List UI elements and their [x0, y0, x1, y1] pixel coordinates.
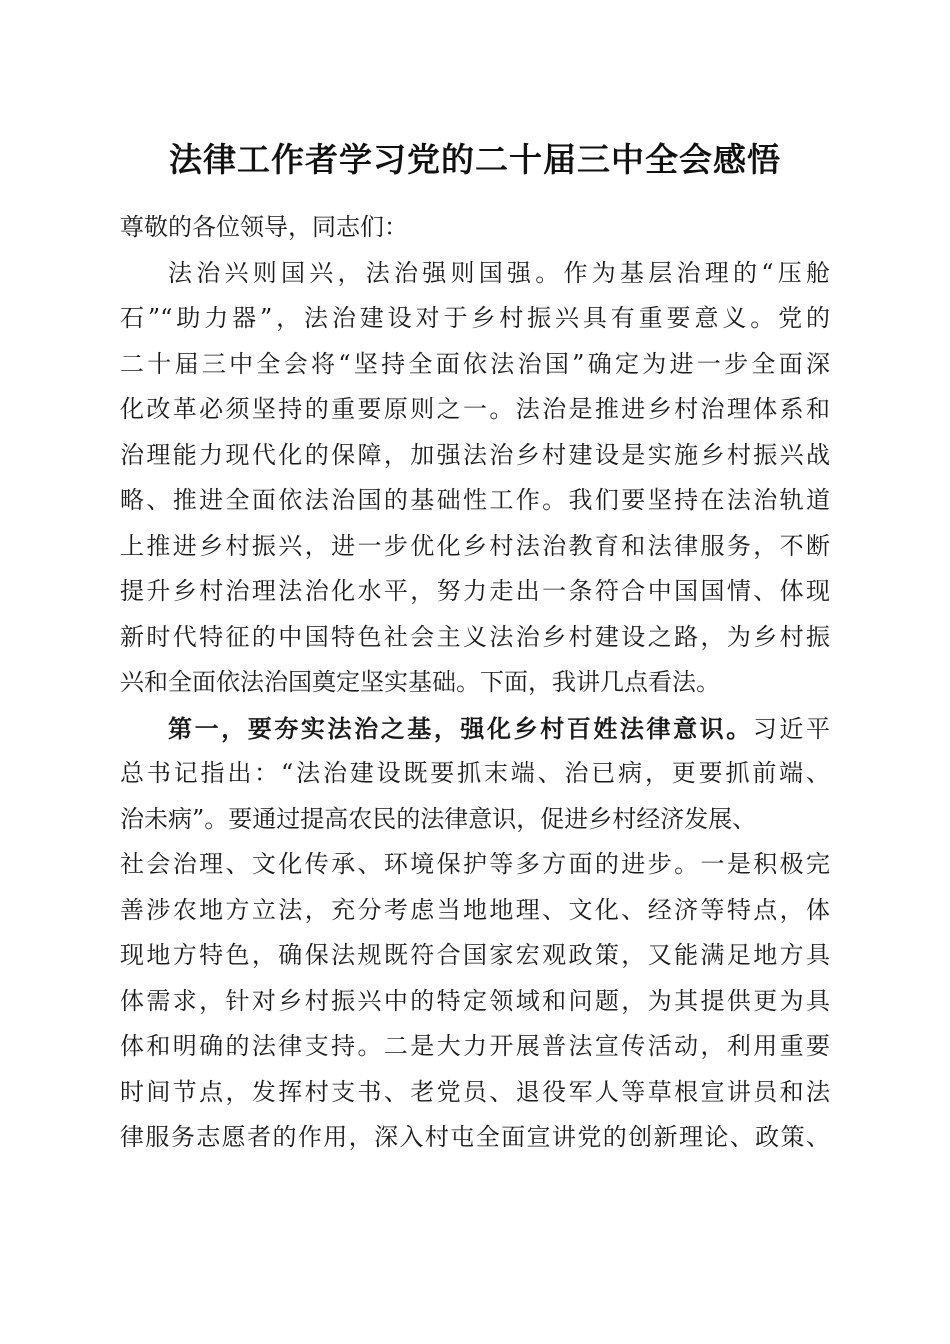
paragraph-line: 善涉农地方立法，充分考虑当地地理、文化、经济等特点，体	[120, 895, 830, 924]
paragraph-line: 兴和全面依法治国奠定坚实基础。下面，我讲几点看法。	[120, 668, 720, 696]
paragraph-line: 上推进乡村振兴，进一步优化乡村法治教育和法律服务，不断	[120, 531, 830, 560]
paragraph-line: 时间节点，发挥村支书、老党员、退役军人等草根宣讲员和法	[120, 1077, 830, 1106]
paragraph-line: 治理能力现代化的保障，加强法治乡村建设是实施乡村振兴战	[120, 440, 830, 469]
document-title: 法律工作者学习党的二十届三中全会感悟	[169, 140, 781, 179]
paragraph-line: 现地方特色，确保法规既符合国家宏观政策，又能满足地方具	[120, 941, 830, 969]
paragraph-line: 化改革必须坚持的重要原则之一。法治是推进乡村治理体系和	[120, 395, 830, 423]
paragraph-line: 社会治理、文化传承、环境保护等多方面的进步。一是积极完	[120, 850, 830, 878]
paragraph-line: 总书记指出：“法治建设既要抓末端、治已病，更要抓前端、	[120, 759, 830, 787]
paragraph-line: 体和明确的法律支持。二是大力开展普法宣传活动，利用重要	[120, 1032, 830, 1060]
paragraph-line: 二十届三中全会将“坚持全面依法治国”确定为进一步全面深	[120, 349, 830, 378]
section-heading-rest: 习近平	[752, 714, 830, 743]
paragraph-line: 法治兴则国兴，法治强则国强。作为基层治理的“压舱	[168, 258, 830, 287]
paragraph-line	[120, 706, 830, 752]
paragraph-line: 提升乡村治理法治化水平，努力走出一条符合中国国情、体现	[120, 577, 830, 605]
paragraph-line: 体需求，针对乡村振兴中的特定领域和问题，为其提供更为具	[120, 986, 830, 1015]
section-heading: 第一，要夯实法治之基，强化乡村百姓法律意识。	[168, 713, 753, 743]
paragraph-line: 律服务志愿者的作用，深入村屯全面宣讲党的创新理论、政策、	[120, 1123, 830, 1151]
paragraph-line: 石”“助力器”，法治建设对于乡村振兴具有重要意义。党的	[120, 304, 830, 332]
document-body	[120, 205, 830, 1161]
paragraph-line: 略、推进全面依法治国的基础性工作。我们要坚持在法治轨道	[120, 486, 830, 514]
paragraph-line: 新时代特征的中国特色社会主义法治乡村建设之路，为乡村振	[120, 622, 830, 651]
salutation-line: 尊敬的各位领导，同志们：	[120, 213, 408, 241]
paragraph-line: 治未病”。要通过提高农民的法律意识，促进乡村经济发展、	[120, 804, 757, 833]
